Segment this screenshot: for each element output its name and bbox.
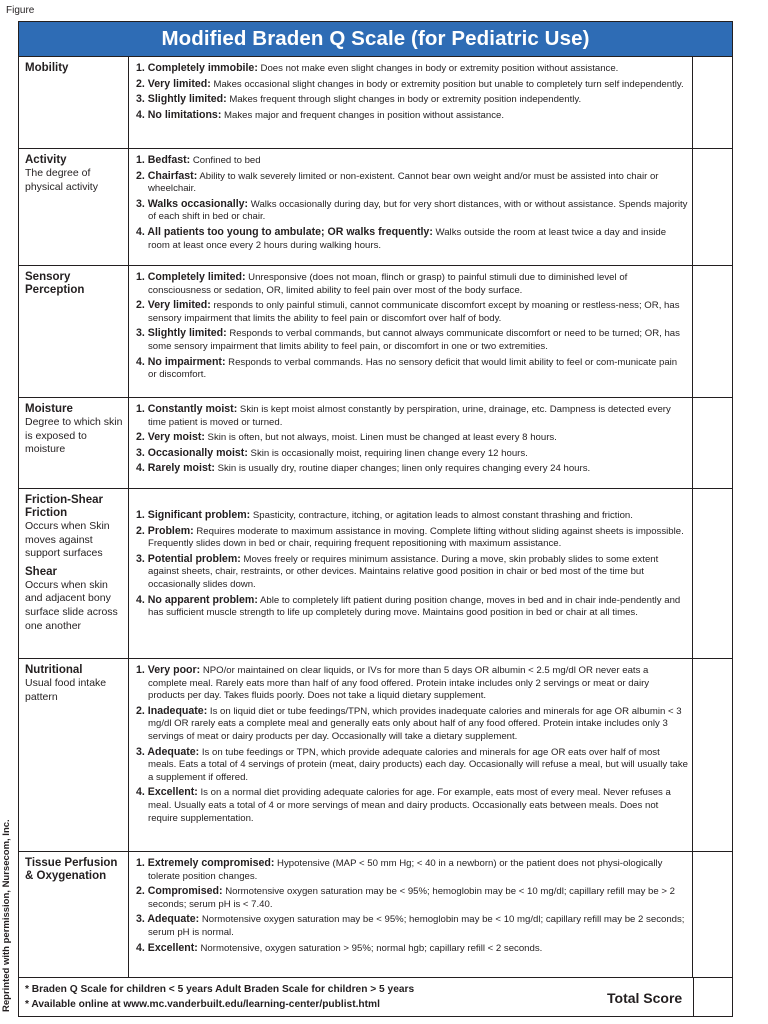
criteria-item: 2. Chairfast: Ability to walk severely limited or non-existent. Cannot bear own weight and/or must be assisted into chair or wheelchair. — [136, 169, 659, 195]
category-cell — [19, 489, 129, 658]
criteria-item: 1. Completely immobile: Does not make even slight changes in body or extremity position without assistance. — [136, 62, 619, 74]
row-tissue-perfusion — [19, 851, 732, 977]
category-title: Activity — [25, 154, 67, 166]
row-moisture — [19, 397, 732, 488]
category-title: Moisture — [25, 403, 73, 415]
score-cell[interactable] — [693, 266, 732, 397]
criteria-item: 2. Inadequate: Is on liquid diet or tube feedings/TPN, which provides inadequate calories and minerals for age OR albumin < 3 mg/dl OR rarely eats a complete meal and generally eats only about half of any food offered. Protein intake includes only 3 servings of meat or dairy products per day. Occasionally will take a dietary supplement. — [136, 704, 682, 742]
footnote-online: * Available online at www.mc.vanderbuilt.edu/learning-center/publist.html — [25, 999, 380, 1010]
category-description: Usual food intake pattern — [25, 677, 107, 703]
criteria-item: 3. Adequate: Normotensive oxygen saturation may be < 95%; hemoglobin may be < 10 mg/dl; capillary refill may be 2 seconds; serum pH is normal. — [136, 913, 685, 938]
category-cell — [19, 266, 129, 397]
criteria-item: 4. Excellent: Is on a normal diet providing adequate calories for age. For example, eats most of every meal. Never refuses a meal. Usually eats a total of 4 or more servings of mean and dairy products. Occasionally eats between meals. Does not require supplementation. — [136, 786, 671, 824]
category-title: Nutritional — [25, 664, 83, 676]
criteria-item: 1. Bedfast: Confined to bed — [136, 154, 261, 166]
category-description-shear: Occurs when skin and adjacent bony surface slide across one another — [25, 578, 118, 632]
criteria-item: 4. Rarely moist: Skin is usually dry, routine diaper changes; linen only requires changing every 24 hours. — [136, 462, 591, 475]
row-mobility — [19, 56, 732, 148]
category-title-shear: Shear — [25, 565, 57, 578]
footnotes — [25, 982, 414, 1012]
criteria-item: 2. Very limited: Makes occasional slight changes in body or extremity position but unable to completely turn self independently. — [136, 77, 684, 90]
category-cell — [19, 149, 129, 265]
category-title: Tissue Perfusion & Oxygenation — [25, 857, 118, 882]
criteria-cell — [129, 266, 693, 397]
table-footer — [19, 977, 732, 1017]
braden-q-table — [18, 21, 733, 1017]
criteria-item: 2. Very moist: Skin is often, but not always, moist. Linen must be changed at least every 8 hours. — [136, 431, 557, 444]
criteria-cell — [129, 149, 693, 265]
category-description: The degree of physical activity — [25, 167, 98, 193]
footnote-age: * Braden Q Scale for children < 5 years Adult Braden Scale for children > 5 years — [25, 984, 415, 995]
category-cell — [19, 659, 129, 851]
category-cell — [19, 57, 129, 148]
row-friction-shear — [19, 488, 732, 658]
criteria-item: 1. Completely limited: Unresponsive (does not moan, flinch or grasp) to painful stimuli due to diminished level of consciousness or sedation, OR, limited ability to feel pain over most of the body surface. — [136, 271, 628, 296]
criteria-item: 3. Potential problem: Moves freely or requires minimum assistance. During a move, skin probably slides to some extent against sheets, chair, restraints, or other devices. Maintains relative good position in chair or bed most of the time but occasionally slides down. — [136, 552, 659, 590]
row-activity — [19, 148, 732, 265]
total-score-label: Total Score — [607, 990, 683, 1006]
criteria-item: 3. Occasionally moist: Skin is occasionally moist, requiring linen change every 12 hours. — [136, 446, 528, 459]
criteria-item: 4. No impairment: Responds to verbal commands. Has no sensory deficit that would limit ability to feel or com-municate pain or discomfort. — [136, 355, 678, 381]
score-cell[interactable] — [693, 489, 732, 658]
criteria-item: 2. Problem: Requires moderate to maximum assistance in moving. Complete lifting without sliding against sheets is impossible. Frequently slides down in bed or chair, requiring frequent repositioning with maximum assistance. — [136, 524, 684, 550]
score-cell[interactable] — [693, 149, 732, 265]
criteria-item: 1. Significant problem: Spasticity, contracture, itching, or agitation leads to almost constant thrashing and friction. — [136, 509, 633, 521]
category-cell — [19, 852, 129, 977]
permission-note: Reprinted with permission, Nursecom, Inc. — [1, 819, 12, 1012]
criteria-item: 4. All patients too young to ambulate; OR walks frequently: Walks outside the room at least twice a day and inside room at least once every 2 hours during walking hours. — [136, 225, 667, 251]
criteria-cell — [129, 398, 693, 488]
score-cell[interactable] — [693, 852, 732, 977]
row-sensory-perception — [19, 265, 732, 397]
score-cell[interactable] — [693, 659, 732, 851]
category-description: Occurs when Skin moves against support surfaces — [25, 520, 110, 560]
criteria-item: 3. Adequate: Is on tube feedings or TPN, which provide adequate calories and minerals for age OR eats over half of most meals. Eats a total of 4 servings of protein (meat, dairy products) each day. Occasionally will refuse a meal, but will usually take a supplement if offered. — [136, 745, 688, 783]
table-title: Modified Braden Q Scale (for Pediatric Use) — [19, 22, 732, 56]
row-nutritional — [19, 658, 732, 851]
figure-label: Figure — [6, 5, 35, 16]
criteria-item: 1. Extremely compromised: Hypotensive (MAP < 50 mm Hg; < 40 in a newborn) or the patient does not physi-ologically tolerate position changes. — [136, 857, 663, 882]
criteria-cell — [129, 57, 693, 148]
criteria-cell — [129, 659, 693, 851]
criteria-item: 2. Compromised: Normotensive oxygen saturation may be < 95%; hemoglobin may be < 10 mg/dl; capillary refill may be > 2 seconds; serum pH is < 7.40. — [136, 885, 676, 910]
criteria-item: 4. No limitations: Makes major and frequent changes in position without assistance. — [136, 108, 505, 121]
category-title: Mobility — [25, 62, 69, 74]
criteria-item: 4. No apparent problem: Able to completely lift patient during position change, moves in bed and in chair inde-pendently and has sufficient muscle strength to life up completely during move. Maintains good position in bed or chair at all times. — [136, 593, 681, 619]
total-score-cell[interactable] — [693, 978, 732, 1017]
criteria-item: 2. Very limited: responds to only painful stimuli, cannot communicate discomfort except by moaning or restless-ness; OR, has sensory impairment that limits the ability to feel pain or discomfort over half of body. — [136, 299, 680, 324]
criteria-cell — [129, 489, 693, 658]
category-description: Degree to which skin is exposed to moisture — [25, 416, 123, 456]
score-cell[interactable] — [693, 398, 732, 488]
criteria-item: 3. Slightly limited: Makes frequent through slight changes in body or extremity position independently. — [136, 93, 582, 106]
category-title: Sensory Perception — [25, 271, 85, 296]
category-title: Friction-Shear Friction — [25, 494, 103, 519]
criteria-item: 1. Very poor: NPO/or maintained on clear liquids, or IVs for more than 5 days OR albumin < 2.5 mg/dl OR never eats a complete meal. Rarely eats more than half of any food offered. Protein intake includes only 2 servings or meat or dairy products per day. Takes fluids poorly. Does not take a liquid dietary supplement. — [136, 664, 650, 702]
criteria-item: 4. Excellent: Normotensive, oxygen saturation > 95%; normal hgb; capillary refill < 2 seconds. — [136, 941, 543, 954]
score-cell[interactable] — [693, 57, 732, 148]
criteria-item: 3. Walks occasionally: Walks occasionally during day, but for very short distances, with or without assistance. Spends majority of each shift in bed or chair. — [136, 197, 688, 223]
criteria-item: 3. Slightly limited: Responds to verbal commands, but cannot always communicate discomfort or need to be turned; OR, has some sensory impairment that limits ability to feel pain, or discomfort in one or two extremities. — [136, 327, 680, 352]
criteria-cell — [129, 852, 693, 977]
criteria-item: 1. Constantly moist: Skin is kept moist almost constantly by perspiration, urine, drainage, etc. Dampness is detected every time patient is moved or turned. — [136, 403, 671, 428]
category-cell — [19, 398, 129, 488]
